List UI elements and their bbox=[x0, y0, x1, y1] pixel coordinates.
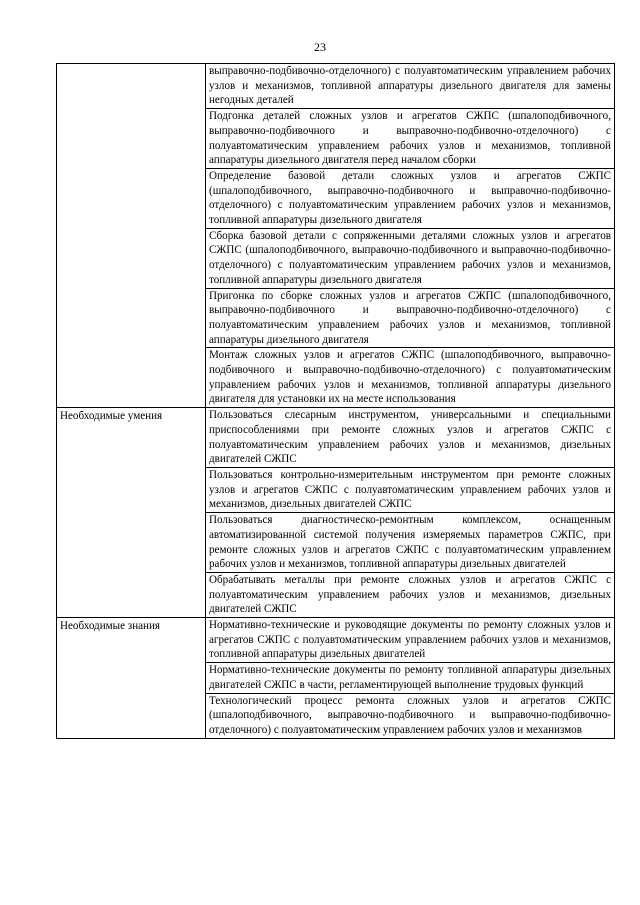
list-item bbox=[206, 109, 615, 169]
item-text: Технологический процесс ремонта сложных узлов и агрегатов СЖПС (шпалоподбивочного, выправочно-подбивочного и выправочно-подбивочно-отделочного) с полуавтоматическим управлением рабочих узлов и механизмов bbox=[209, 694, 611, 736]
section-label-cell bbox=[57, 618, 206, 739]
list-item bbox=[206, 513, 615, 573]
section-label-cell bbox=[57, 408, 206, 618]
item-text: Определение базовой детали сложных узлов и агрегатов СЖПС (шпалоподбивочного, выправочно-подбивочного и выправочно-подбивочно-отделочного) с полуавтоматическим управлением рабочих узлов и механизмов, топливной аппаратуры дизельного двигателя bbox=[209, 169, 611, 227]
item-text: Пригонка по сборке сложных узлов и агрегатов СЖПС (шпалоподбивочного, выправочно-подбивочного и выправочно-подбивочно-отделочного) с полуавтоматическим управлением рабочих узлов и механизмов, топливной аппаратуры дизельного двигателя bbox=[209, 289, 611, 346]
section-label-knowledge: Необходимые знания bbox=[60, 620, 161, 633]
item-text: Нормативно-технические документы по ремонту топливной аппаратуры дизельных двигателей СЖПС в части, регламентирующей выполнение трудовых функций bbox=[209, 664, 611, 691]
list-item bbox=[206, 693, 615, 738]
item-text: выправочно-подбивочно-отделочного) с полуавтоматическим управлением рабочих узлов и механизмов, топливной аппаратуры дизельного двигателя для замены негодных деталей bbox=[209, 65, 611, 107]
list-item bbox=[206, 64, 615, 109]
section-label-skills: Необходимые умения bbox=[60, 410, 163, 423]
competency-table bbox=[56, 63, 615, 739]
list-item bbox=[206, 572, 615, 617]
item-text: Обрабатывать металлы при ремонте сложных узлов и агрегатов СЖПС с полуавтоматическим управлением рабочих узлов и механизмов, дизельных двигателей СЖПС bbox=[209, 573, 611, 616]
section-label-cell bbox=[57, 64, 206, 408]
table-row bbox=[57, 64, 615, 109]
item-text: Нормативно-технические и руководящие документы по ремонту сложных узлов и агрегатов СЖПС с полуавтоматическим управлением рабочих узлов и механизмов, топливной аппаратуры дизельных двигателей bbox=[209, 619, 611, 661]
list-item bbox=[206, 288, 615, 348]
item-text: Подгонка деталей сложных узлов и агрегатов СЖПС (шпалоподбивочного, выправочно-подбивочного и выправочно-подбивочно-отделочного) с полуавтоматическим управлением рабочих узлов и механизмов, топливной аппаратуры дизельного двигателя перед началом сборки bbox=[209, 110, 611, 167]
list-item bbox=[206, 467, 615, 512]
list-item bbox=[206, 618, 615, 663]
item-text: Монтаж сложных узлов и агрегатов СЖПС (шпалоподбивочного, выправочно-подбивочного и выправочно-подбивочно-отделочного) с полуавтоматическим управлением рабочих узлов и механизмов, топливной аппаратуры дизельного двигателя для установки их на месте использования bbox=[209, 349, 611, 406]
list-item bbox=[206, 168, 615, 228]
list-item bbox=[206, 408, 615, 468]
table-row bbox=[57, 618, 615, 663]
table-row bbox=[57, 408, 615, 468]
page-number: 23 bbox=[314, 40, 326, 54]
section-label bbox=[60, 64, 202, 65]
list-item bbox=[206, 348, 615, 408]
item-text: Пользоваться слесарным инструментом, универсальными и специальными приспособлениями при ремонте сложных узлов и агрегатов СЖПС с полуавтоматическим управлением рабочих узлов и механизмов, дизельных двигателей СЖПС bbox=[209, 409, 611, 466]
list-item bbox=[206, 663, 615, 693]
item-text: Пользоваться диагностическо-ремонтным комплексом, оснащенным автоматизированной системой получения измеряемых параметров СЖПС, при ремонте сложных узлов и агрегатов СЖПС с полуавтоматическим управлением рабочих узлов и механизмов, топливной аппаратуры дизельных двигателей bbox=[209, 514, 611, 571]
item-text: Сборка базовой детали с сопряженными деталями сложных узлов и агрегатов СЖПС (шпалоподбивочного, выправочно-подбивочного и выправочно-подбивочно-отделочного) с полуавтоматическим управлением рабочих узлов и механизмов, топливной аппаратуры дизельного двигателя bbox=[209, 229, 611, 286]
list-item bbox=[206, 228, 615, 288]
item-text: Пользоваться контрольно-измерительным инструментом при ремонте сложных узлов и агрегатов СЖПС с полуавтоматическим управлением рабочих узлов и механизмов, дизельных двигателей СЖПС bbox=[209, 468, 611, 511]
